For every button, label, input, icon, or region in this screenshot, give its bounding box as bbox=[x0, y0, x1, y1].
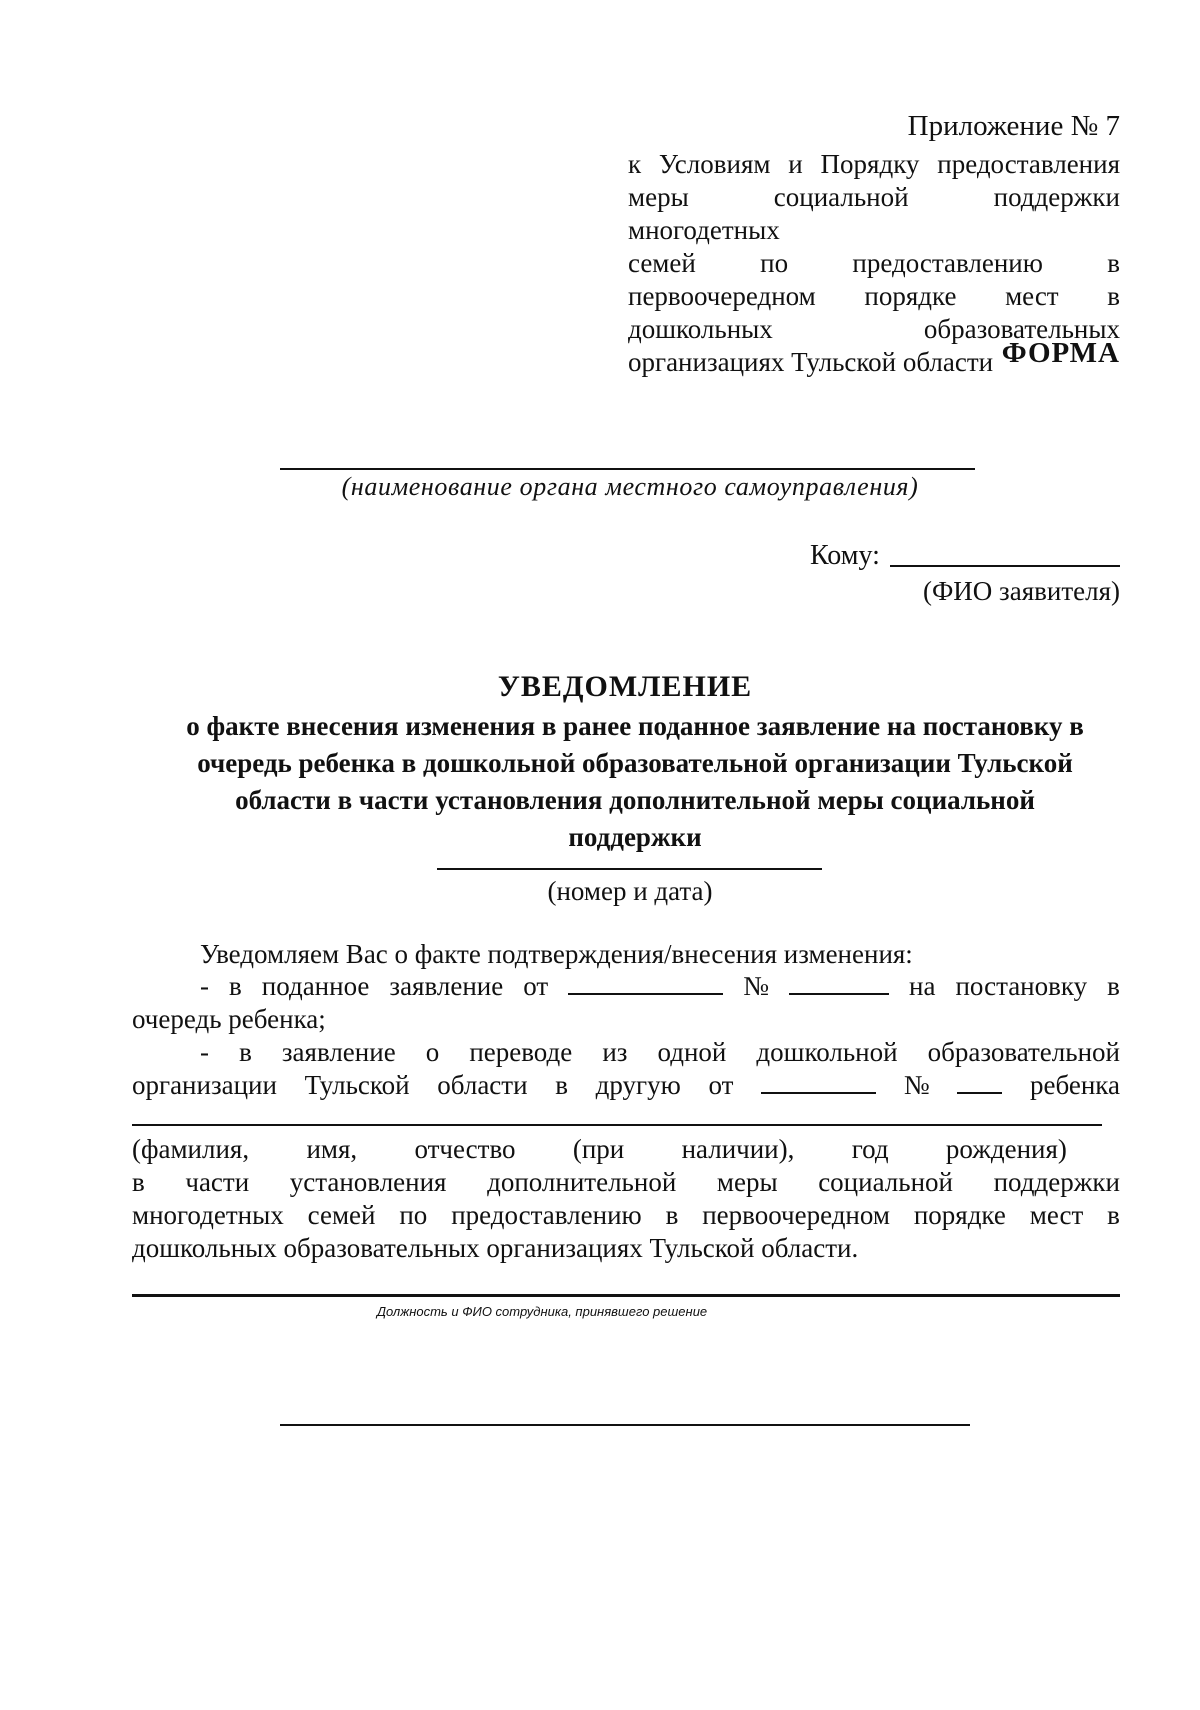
item1-continuation: очередь ребенка; bbox=[132, 1004, 326, 1034]
addressee-field[interactable] bbox=[890, 565, 1120, 567]
org-name-field[interactable] bbox=[280, 468, 975, 470]
item2-word: образовательной bbox=[927, 1037, 1120, 1067]
child-caption-word: (фамилия, bbox=[132, 1134, 250, 1164]
item2-word: переводе bbox=[469, 1037, 573, 1067]
closing-word: семей bbox=[307, 1200, 376, 1230]
item2-word: области bbox=[437, 1070, 528, 1100]
child-caption-word: год bbox=[851, 1134, 889, 1164]
signature-caption: Должность и ФИО сотрудника, принявшего решение bbox=[376, 1304, 708, 1319]
item2-word: другую bbox=[595, 1070, 681, 1100]
subtitle-line: очередь ребенка в дошкольной образовательной организации Тульской bbox=[197, 748, 1073, 778]
appendix-line: к Условиям и Порядку предоставления bbox=[628, 149, 1120, 179]
closing-word: в bbox=[1107, 1200, 1120, 1230]
closing-word: в bbox=[132, 1167, 145, 1197]
item1-word: в bbox=[1107, 971, 1120, 1001]
intro-text: Уведомляем Вас о факте подтверждения/внесения изменения: bbox=[200, 939, 913, 969]
item2-word: в bbox=[239, 1037, 252, 1067]
closing-word: дополнительной bbox=[487, 1167, 677, 1197]
closing-line bbox=[132, 1166, 1120, 1199]
item1-word: от bbox=[523, 971, 549, 1001]
closing-word: мест bbox=[1029, 1200, 1084, 1230]
number-date-caption: (номер и дата) bbox=[547, 876, 713, 906]
child-caption-word: имя, bbox=[306, 1134, 358, 1164]
subtitle-line: области в части установления дополнительной меры социальной bbox=[235, 785, 1035, 815]
item1-word: поданное bbox=[261, 971, 370, 1001]
item2-word: заявление bbox=[281, 1037, 396, 1067]
item2-word: Тульской bbox=[304, 1070, 410, 1100]
item1-word: заявление bbox=[389, 971, 504, 1001]
appendix-line: организациях Тульской области bbox=[628, 347, 994, 377]
appendix-line: семей по предоставлению в bbox=[628, 248, 1120, 278]
child-info-field[interactable] bbox=[132, 1124, 1102, 1126]
item2-word: организации bbox=[132, 1070, 277, 1100]
item1-word: - bbox=[200, 971, 209, 1001]
notice-title: УВЕДОМЛЕНИЕ bbox=[497, 670, 753, 703]
addressee-label: Кому: bbox=[810, 540, 880, 571]
item2-number-field[interactable] bbox=[957, 1070, 1002, 1094]
item2-word: от bbox=[708, 1070, 734, 1100]
child-caption-word: наличии), bbox=[681, 1134, 795, 1164]
child-caption-word: (при bbox=[572, 1134, 625, 1164]
item2-word: о bbox=[425, 1037, 440, 1067]
item2-word: ребенка bbox=[1029, 1070, 1120, 1100]
item2-word: - bbox=[200, 1037, 209, 1067]
appendix-title: Приложение № 7 bbox=[907, 110, 1120, 142]
appendix-line: первоочередном порядке мест в bbox=[628, 281, 1120, 311]
subtitle-line: поддержки bbox=[568, 822, 702, 852]
closing-word: установления bbox=[289, 1167, 447, 1197]
appendix-line: меры социальной поддержки многодетных bbox=[628, 182, 1120, 245]
item1-number-sign: № bbox=[743, 971, 769, 1001]
closing-word: первоочередном bbox=[702, 1200, 890, 1230]
closing-word: многодетных bbox=[132, 1200, 284, 1230]
signature-line[interactable] bbox=[280, 1424, 970, 1426]
item2-line bbox=[200, 1036, 1120, 1069]
child-caption-line bbox=[132, 1133, 1067, 1166]
closing-word: порядке bbox=[913, 1200, 1006, 1230]
closing-word: по bbox=[399, 1200, 428, 1230]
child-caption-word: отчество bbox=[414, 1134, 516, 1164]
subtitle-line: о факте внесения изменения в ранее поданное заявление на постановку в bbox=[186, 711, 1084, 741]
item1-word: постановку bbox=[955, 971, 1088, 1001]
item2-date-field[interactable] bbox=[761, 1070, 876, 1094]
closing-line: дошкольных образовательных организациях Тульской области. bbox=[132, 1233, 859, 1263]
item2-line bbox=[132, 1069, 1120, 1102]
closing-word: в bbox=[665, 1200, 679, 1230]
item2-word: дошкольной bbox=[756, 1037, 898, 1067]
signature-field[interactable] bbox=[132, 1294, 1120, 1297]
item1-date-field[interactable] bbox=[568, 971, 723, 995]
closing-line bbox=[132, 1199, 1120, 1232]
child-caption-word: рождения) bbox=[945, 1134, 1067, 1164]
item1-word: в bbox=[229, 971, 242, 1001]
addressee-caption: (ФИО заявителя) bbox=[922, 576, 1120, 606]
item2-word: в bbox=[555, 1070, 568, 1100]
item2-word: из bbox=[602, 1037, 628, 1067]
closing-word: части bbox=[185, 1167, 250, 1197]
closing-word: предоставлению bbox=[451, 1200, 642, 1230]
item2-number-sign: № bbox=[903, 1070, 930, 1100]
item1-number-field[interactable] bbox=[789, 971, 889, 995]
item1-word: на bbox=[909, 971, 936, 1001]
closing-word: социальной bbox=[818, 1167, 953, 1197]
closing-word: поддержки bbox=[993, 1167, 1120, 1197]
appendix-line: дошкольных образовательных bbox=[628, 314, 1120, 344]
notice-subtitle bbox=[150, 708, 1120, 856]
number-date-field[interactable] bbox=[437, 868, 822, 870]
closing-word: меры bbox=[716, 1167, 778, 1197]
item1-line bbox=[200, 970, 1120, 1003]
form-label: ФОРМА bbox=[1001, 337, 1120, 369]
item2-word: одной bbox=[657, 1037, 727, 1067]
org-name-caption: (наименование органа местного самоуправления) bbox=[341, 472, 919, 501]
